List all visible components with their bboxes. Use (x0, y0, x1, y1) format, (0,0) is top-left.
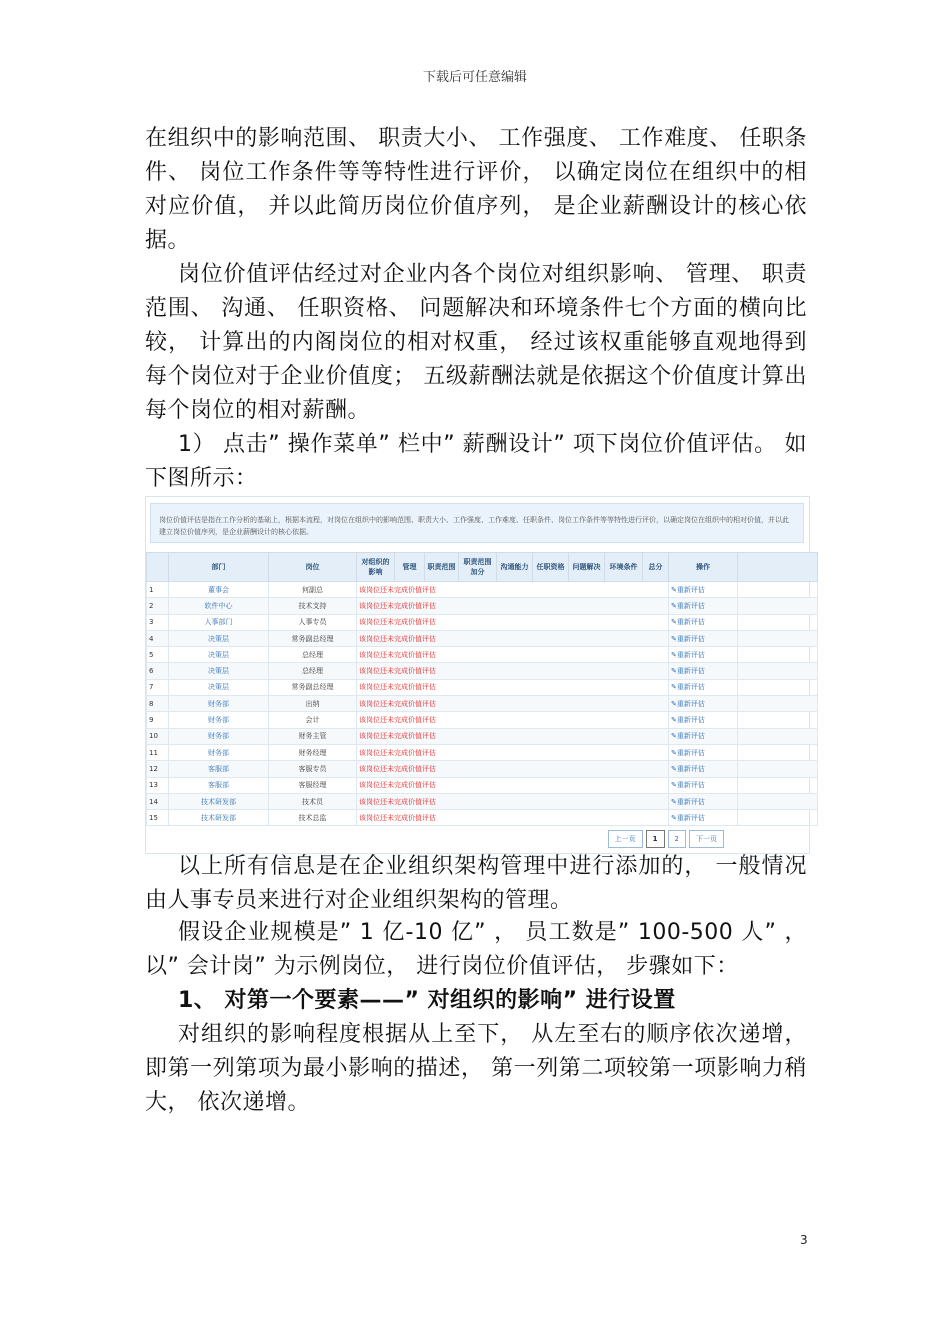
column-header: 管理 (395, 553, 425, 582)
table-row (147, 696, 818, 712)
row-index: 10 (147, 728, 169, 744)
reassess-link[interactable] (669, 777, 738, 793)
reassess-link[interactable] (669, 761, 738, 777)
edit-icon: ✎ (671, 764, 677, 773)
column-header: 操作 (669, 553, 738, 582)
page-number: 3 (800, 1233, 808, 1247)
position-cell: 总经理 (269, 663, 357, 679)
reassess-label: 重新评估 (676, 601, 705, 610)
reassess-label: 重新评估 (676, 585, 705, 594)
edit-icon: ✎ (671, 683, 677, 692)
position-table (146, 552, 818, 826)
empty-cell (738, 582, 818, 598)
paragraph-2-text: 岗位价值评估经过对企业内各个岗位对组织影响、 管理、 职责范围、 沟通、 任职资格、 问题解决和环境条件七个方面的横向比较， 计算出的内阁岗位的相对权重， 经过该权重能够直观地得到每个岗位对于企业价值度； 五级薪酬法就是依据这个价值度计算出每个岗位的相对薪酬。 (145, 262, 807, 423)
position-cell: 财务经理 (269, 744, 357, 760)
status-text: 该岗位还未完成价值评估 (357, 712, 669, 728)
status-text: 该岗位还未完成价值评估 (357, 614, 669, 630)
reassess-link[interactable] (669, 810, 738, 826)
column-header: 岗位 (269, 553, 357, 582)
department-link[interactable]: 决策层 (169, 630, 269, 646)
department-link[interactable]: 客服部 (169, 777, 269, 793)
reassess-label: 重新评估 (676, 618, 705, 627)
table-row (147, 744, 818, 760)
table-row (147, 810, 818, 826)
status-text: 该岗位还未完成价值评估 (357, 598, 669, 614)
position-cell: 常务副总经理 (269, 679, 357, 695)
department-link[interactable]: 决策层 (169, 663, 269, 679)
edit-icon: ✎ (671, 650, 677, 659)
table-header-row (147, 553, 818, 582)
position-cell: 何副总 (269, 582, 357, 598)
empty-cell (738, 777, 818, 793)
department-link[interactable]: 技术研发部 (169, 793, 269, 809)
row-index: 14 (147, 793, 169, 809)
table-row (147, 582, 818, 598)
reassess-label: 重新评估 (676, 650, 705, 659)
status-text: 该岗位还未完成价值评估 (357, 744, 669, 760)
reassess-label: 重新评估 (676, 667, 705, 676)
row-index: 5 (147, 647, 169, 663)
reassess-label: 重新评估 (676, 699, 705, 708)
reassess-link[interactable] (669, 793, 738, 809)
status-text: 该岗位还未完成价值评估 (357, 679, 669, 695)
page-2-button[interactable]: 2 (668, 830, 686, 848)
empty-cell (738, 679, 818, 695)
status-text: 该岗位还未完成价值评估 (357, 582, 669, 598)
position-cell: 技术员 (269, 793, 357, 809)
empty-cell (738, 663, 818, 679)
empty-cell (738, 793, 818, 809)
column-header: 部门 (169, 553, 269, 582)
department-link[interactable]: 软件中心 (169, 598, 269, 614)
column-header: 问题解决 (569, 553, 605, 582)
embedded-screenshot (145, 496, 810, 854)
empty-cell (738, 761, 818, 777)
table-row (147, 761, 818, 777)
status-text: 该岗位还未完成价值评估 (357, 810, 669, 826)
status-text: 该岗位还未完成价值评估 (357, 696, 669, 712)
empty-cell (738, 810, 818, 826)
edit-icon: ✎ (671, 618, 677, 627)
reassess-link[interactable] (669, 744, 738, 760)
reassess-label: 重新评估 (676, 813, 705, 822)
table-row (147, 598, 818, 614)
pagination (608, 830, 724, 848)
column-header: 环境条件 (605, 553, 643, 582)
position-cell: 常务副总经理 (269, 630, 357, 646)
row-index: 12 (147, 761, 169, 777)
table-row (147, 712, 818, 728)
column-header: 沟通能力 (497, 553, 533, 582)
paragraph-4-text: 以上所有信息是在企业组织架构管理中进行添加的， 一般情况由人事专员来进行对企业组织架构的管理。 (145, 854, 807, 913)
table-row (147, 777, 818, 793)
empty-cell (738, 598, 818, 614)
reassess-link[interactable] (669, 712, 738, 728)
empty-cell (738, 728, 818, 744)
reassess-label: 重新评估 (676, 797, 705, 806)
table-row (147, 647, 818, 663)
column-header: 职责范围加分 (459, 553, 497, 582)
reassess-label: 重新评估 (676, 683, 705, 692)
paragraph-1: 在组织中的影响范围、 职责大小、 工作强度、 工作难度、 任职条件、 岗位工作条件等等特性进行评价， 以确定岗位在组织中的相对应价值， 并以此简历岗位价值序列， 是企业薪酬设计的核心依据。 (145, 126, 807, 253)
edit-icon: ✎ (671, 732, 677, 741)
department-link[interactable]: 财务部 (169, 744, 269, 760)
empty-cell (738, 696, 818, 712)
table-row (147, 728, 818, 744)
reassess-label: 重新评估 (676, 748, 705, 757)
column-header (147, 553, 169, 582)
department-link[interactable]: 董事会 (169, 582, 269, 598)
row-index: 6 (147, 663, 169, 679)
edit-icon: ✎ (671, 634, 677, 643)
status-text: 该岗位还未完成价值评估 (357, 630, 669, 646)
edit-icon: ✎ (671, 797, 677, 806)
department-link[interactable]: 人事部门 (169, 614, 269, 630)
table-row (147, 663, 818, 679)
reassess-link[interactable] (669, 679, 738, 695)
reassess-label: 重新评估 (676, 764, 705, 773)
department-link[interactable]: 财务部 (169, 728, 269, 744)
position-cell: 客服专员 (269, 761, 357, 777)
empty-cell (738, 744, 818, 760)
paragraph-6-text: 对组织的影响程度根据从上至下， 从左至右的顺序依次递增， 即第一列第项为最小影响的描述， 第一列第二项较第一项影响力稍大， 依次递增。 (145, 1022, 807, 1115)
position-cell: 会计 (269, 712, 357, 728)
empty-cell (738, 712, 818, 728)
edit-icon: ✎ (671, 667, 677, 676)
position-cell: 技术支持 (269, 598, 357, 614)
paragraph-6 (145, 1018, 807, 1120)
row-index: 13 (147, 777, 169, 793)
empty-cell (738, 647, 818, 663)
reassess-label: 重新评估 (676, 732, 705, 741)
empty-cell (738, 630, 818, 646)
table-row (147, 793, 818, 809)
reassess-link[interactable] (669, 728, 738, 744)
edit-icon: ✎ (671, 813, 677, 822)
department-link[interactable]: 技术研发部 (169, 810, 269, 826)
row-index: 4 (147, 630, 169, 646)
edit-icon: ✎ (671, 781, 677, 790)
reassess-link[interactable] (669, 696, 738, 712)
paragraph-5-text: 假设企业规模是” 1 亿-10 亿” ， 员工数是” 100-500 人” ， 以” 会计岗” 为示例岗位， 进行岗位价值评估， 步骤如下： (145, 920, 807, 979)
section-heading-text: 1、 对第一个要素——” 对组织的影响” 进行设置 (178, 988, 676, 1013)
reassess-label: 重新评估 (676, 781, 705, 790)
position-cell: 总经理 (269, 647, 357, 663)
section-heading (145, 984, 807, 1018)
empty-cell (738, 614, 818, 630)
status-text: 该岗位还未完成价值评估 (357, 647, 669, 663)
column-header (738, 553, 818, 582)
reassess-link[interactable] (669, 582, 738, 598)
column-header: 对组织的影响 (357, 553, 395, 582)
row-index: 9 (147, 712, 169, 728)
edit-icon: ✎ (671, 716, 677, 725)
position-cell: 客服经理 (269, 777, 357, 793)
department-link[interactable]: 财务部 (169, 696, 269, 712)
department-link[interactable]: 客服部 (169, 761, 269, 777)
position-cell: 技术总监 (269, 810, 357, 826)
reassess-link[interactable] (669, 614, 738, 630)
table-body (147, 582, 818, 826)
reassess-link[interactable] (669, 663, 738, 679)
prev-page-button[interactable]: 上一页 (608, 830, 643, 848)
status-text: 该岗位还未完成价值评估 (357, 793, 669, 809)
position-cell: 人事专员 (269, 614, 357, 630)
column-header: 任职资格 (533, 553, 569, 582)
department-link[interactable]: 决策层 (169, 647, 269, 663)
status-text: 该岗位还未完成价值评估 (357, 663, 669, 679)
row-index: 8 (147, 696, 169, 712)
paragraph-2 (145, 258, 807, 428)
row-index: 2 (147, 598, 169, 614)
edit-icon: ✎ (671, 699, 677, 708)
reassess-label: 重新评估 (676, 716, 705, 725)
edit-icon: ✎ (671, 601, 677, 610)
paragraph-3-text: 1） 点击” 操作菜单” 栏中” 薪酬设计” 项下岗位价值评估。 如下图所示： (145, 432, 807, 491)
row-index: 1 (147, 582, 169, 598)
status-text: 该岗位还未完成价值评估 (357, 728, 669, 744)
position-cell: 财务主管 (269, 728, 357, 744)
page-header: 下载后可任意编辑 (422, 70, 527, 85)
paragraph-3 (145, 428, 807, 496)
column-header: 职责范围 (425, 553, 459, 582)
row-index: 3 (147, 614, 169, 630)
row-index: 11 (147, 744, 169, 760)
row-index: 15 (147, 810, 169, 826)
department-link[interactable]: 财务部 (169, 712, 269, 728)
next-page-button[interactable]: 下一页 (689, 830, 724, 848)
description-note: 岗位价值评估是指在工作分析的基础上，根据本流程，对岗位在组织中的影响范围、职责大小、工作强度、工作难度、任职条件、岗位工作条件等等特性进行评价，以确定岗位在组织中的相对价值，并以此建立岗位价值序列，是企业薪酬设计的核心依据。 (150, 503, 804, 543)
reassess-link[interactable] (669, 647, 738, 663)
paragraph-4 (145, 850, 807, 918)
reassess-link[interactable] (669, 598, 738, 614)
edit-icon: ✎ (671, 748, 677, 757)
table-row (147, 630, 818, 646)
column-header: 总分 (643, 553, 669, 582)
row-index: 7 (147, 679, 169, 695)
status-text: 该岗位还未完成价值评估 (357, 761, 669, 777)
table-row (147, 614, 818, 630)
status-text: 该岗位还未完成价值评估 (357, 777, 669, 793)
reassess-label: 重新评估 (676, 634, 705, 643)
edit-icon: ✎ (671, 585, 677, 594)
page-1-button[interactable]: 1 (646, 830, 665, 848)
department-link[interactable]: 决策层 (169, 679, 269, 695)
reassess-link[interactable] (669, 630, 738, 646)
paragraph-5 (145, 916, 807, 984)
position-cell: 出纳 (269, 696, 357, 712)
table-row (147, 679, 818, 695)
